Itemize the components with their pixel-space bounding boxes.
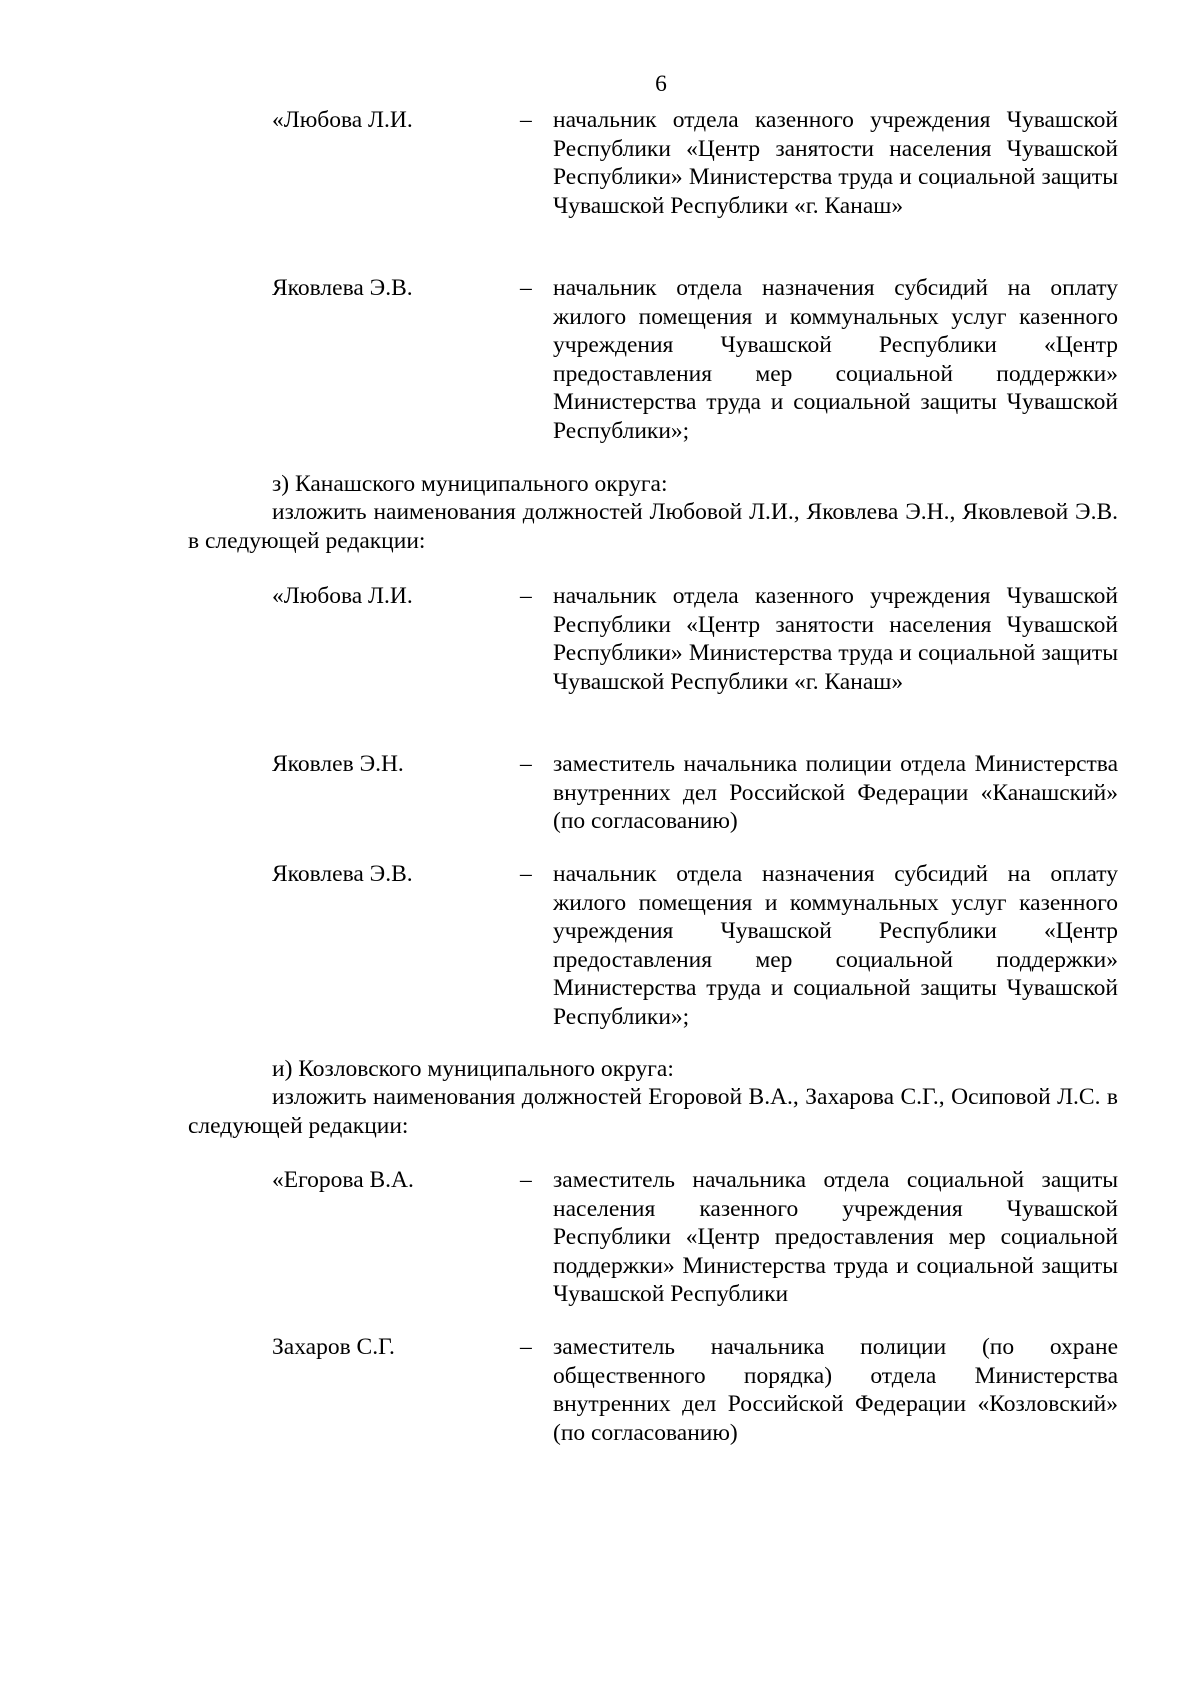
position-description: начальник отдела казенного учреждения Чувашской Республики «Центр занятости населения Чувашской Республики» Министерства труда и социальной защиты Чувашской Республики «г. Канаш» — [553, 107, 1118, 219]
person-name: Яковлева Э.В. — [272, 861, 413, 887]
dash-separator: – — [520, 1167, 532, 1193]
person-name: Яковлева Э.В. — [272, 275, 413, 301]
position-description: начальник отдела назначения субсидий на оплату жилого помещения и коммунальных услуг казенного учреждения Чувашской Республики «Центр предоставления мер социальной поддержки» Министерства труда и социальной защиты Чувашской Республики»; — [553, 861, 1118, 1030]
section-heading: з) Канашского муниципального округа: — [272, 471, 668, 497]
dash-separator: – — [520, 583, 532, 609]
dash-separator: – — [520, 751, 532, 777]
person-name: Захаров С.Г. — [272, 1334, 395, 1360]
person-name: «Любова Л.И. — [272, 583, 413, 609]
dash-separator: – — [520, 275, 532, 301]
dash-separator: – — [520, 1334, 532, 1360]
person-name: «Любова Л.И. — [272, 107, 413, 133]
position-description: заместитель начальника полиции (по охране общественного порядка) отдела Министерства внутренних дел Российской Федерации «Козловский» (по согласованию) — [553, 1334, 1118, 1446]
position-description: начальник отдела назначения субсидий на оплату жилого помещения и коммунальных услуг казенного учреждения Чувашской Республики «Центр предоставления мер социальной поддержки» Министерства труда и социальной защиты Чувашской Республики»; — [553, 275, 1118, 444]
position-description: заместитель начальника полиции отдела Министерства внутренних дел Российской Федерации «Канашский» (по согласованию) — [553, 751, 1118, 835]
section-paragraph: изложить наименования должностей Любовой Л.И., Яковлева Э.Н., Яковлевой Э.В. в следующей редакции: — [188, 499, 1118, 554]
dash-separator: – — [520, 861, 532, 887]
dash-separator: – — [520, 107, 532, 133]
position-description: начальник отдела казенного учреждения Чувашской Республики «Центр занятости населения Чувашской Республики» Министерства труда и социальной защиты Чувашской Республики «г. Канаш» — [553, 583, 1118, 695]
person-name: Яковлев Э.Н. — [272, 751, 404, 777]
person-name: «Егорова В.А. — [272, 1167, 414, 1193]
section-paragraph: изложить наименования должностей Егоровой В.А., Захарова С.Г., Осиповой Л.С. в следующей редакции: — [188, 1084, 1118, 1139]
position-description: заместитель начальника отдела социальной защиты населения казенного учреждения Чувашской Республики «Центр предоставления мер социальной поддержки» Министерства труда и социальной защиты Чувашской Республики — [553, 1167, 1118, 1308]
page-number: 6 — [655, 71, 667, 97]
section-heading: и) Козловского муниципального округа: — [272, 1056, 674, 1082]
